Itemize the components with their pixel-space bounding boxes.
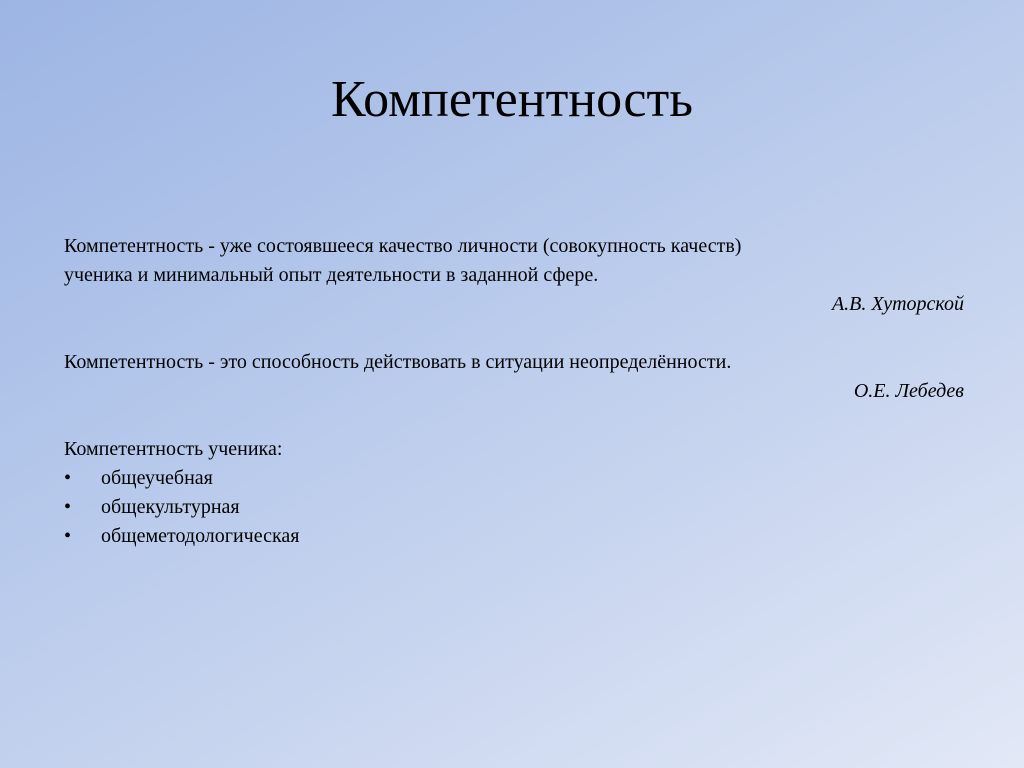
bullet-icon: • — [64, 525, 72, 547]
list-item — [64, 493, 964, 522]
definition-2-text: Компетентность - это способность действовать в ситуации неопределённости. — [64, 351, 732, 373]
definition-1-line-1: Компетентность - уже состоявшееся качество личности (совокупность качеств) — [64, 235, 742, 257]
definition-1-line-2: ученика и минимальный опыт деятельности в заданной сфере. — [64, 264, 599, 286]
bullet-icon: • — [64, 496, 72, 518]
definition-1-author: А.В. Хуторской — [831, 293, 964, 315]
slide-title: Компетентность — [331, 71, 693, 128]
list-item — [64, 522, 964, 551]
spacer — [64, 406, 964, 435]
list-item-label: общекультурная — [101, 496, 240, 518]
list-item-label: общеметодологическая — [101, 525, 300, 547]
list-item — [64, 464, 964, 493]
spacer — [64, 319, 964, 348]
student-competence-heading: Компетентность ученика: — [64, 438, 283, 460]
slide-content — [64, 232, 964, 551]
list-item-label: общеучебная — [101, 467, 213, 489]
student-competence-list — [64, 464, 964, 551]
bullet-icon: • — [64, 467, 72, 489]
definition-2-author: О.Е. Лебедев — [853, 380, 964, 402]
